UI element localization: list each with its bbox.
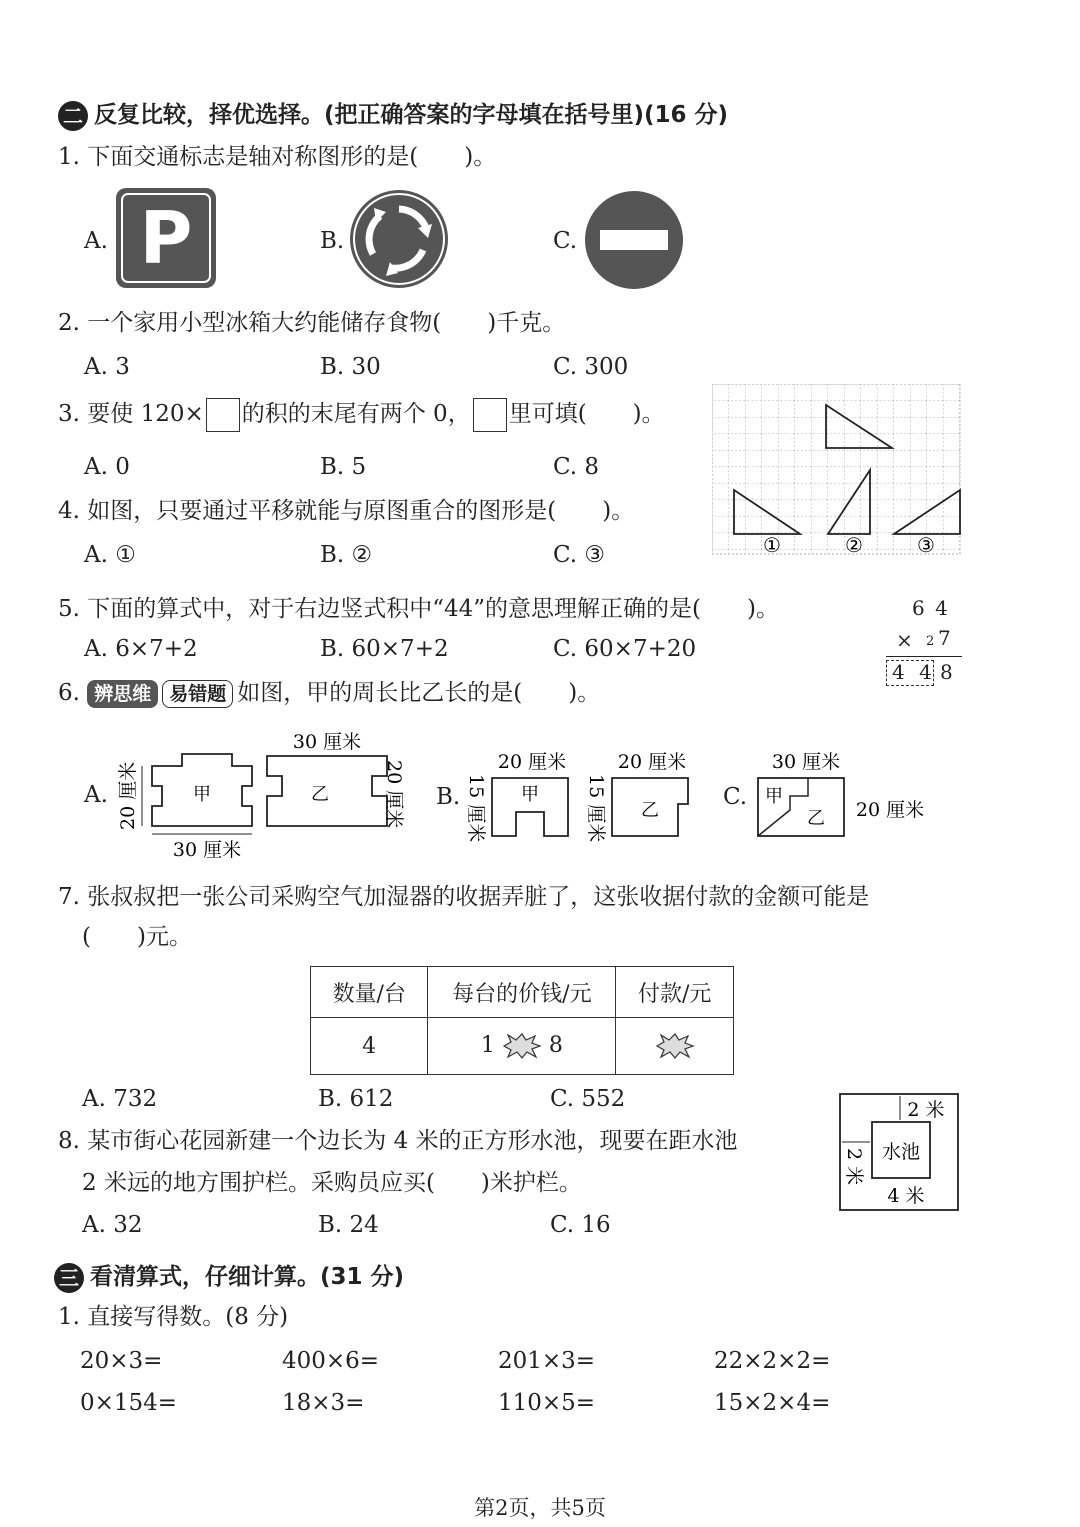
label-30cm-bottom: 30 厘米 [172,839,242,861]
answer-box [473,398,507,432]
answer-box [206,398,240,432]
shape-yi-c: 乙 [807,808,825,829]
label-20cm-b1: 20 厘米 [497,751,567,773]
q3-option-c: C. 8 [553,454,600,480]
receipt-table [310,966,734,1075]
label-4m: 4 米 [887,1185,925,1207]
no-entry-sign-icon [584,190,684,290]
q4-option-c: C. ③ [553,542,606,568]
error-prone-tag: 易错题 [162,680,233,708]
q6-option-c: C. [723,784,748,810]
section-number: 二 [58,101,88,131]
question-6 [58,678,600,708]
q8-option-a: A. 32 [82,1212,143,1238]
calc-item: 18×3= [282,1390,365,1416]
q2-option-c: C. 300 [553,354,629,380]
label-30cm-c: 30 厘米 [771,751,841,773]
parking-sign-icon [116,188,216,288]
section-2-header [58,96,728,131]
question-4: 4. 如图，只要通过平移就能与原图重合的图形是( )。 [58,498,635,524]
carry-digit: 2 [926,634,935,649]
shape-yi: 乙 [311,784,329,805]
question-2: 2. 一个家用小型冰箱大约能储存食物( )千克。 [58,310,566,336]
q2-option-b: B. 30 [320,354,381,380]
shape-jia-b: 甲 [521,784,539,805]
label-2m-top: 2 米 [907,1099,945,1121]
figure-label-2: ② [845,533,863,556]
q8-option-b: B. 24 [318,1212,379,1238]
shape-yi-b: 乙 [641,800,659,821]
question-8-line2: 2 米远的地方围护栏。采购员应买( )米护栏。 [82,1170,582,1196]
figure-label-3: ③ [917,533,935,556]
label-2m-left: 2 米 [843,1148,865,1186]
table-cell [428,1018,616,1075]
section-3-header [54,1258,404,1293]
section-title: 看清算式，仔细计算。(31 分) [90,1264,405,1290]
q5-option-a: A. 6×7+2 [84,636,198,662]
q7-option-b: B. 612 [318,1086,394,1112]
translation-grid-figure [712,384,962,556]
calc-item: 15×2×4= [714,1390,831,1416]
table-header: 付款/元 [616,967,734,1018]
multiplier: 7 [938,626,951,650]
question-3 [58,398,665,432]
thinking-tag: 辨思维 [87,680,158,708]
smudge-icon [655,1033,695,1059]
q1-option-b: B. [320,228,345,254]
question-7: 7. 张叔叔把一张公司采购空气加湿器的收据弄脏了，这张收据付款的金额可能是 [58,884,870,910]
page-footer: 第2页，共5页 [474,1496,606,1520]
smudge-icon [502,1033,542,1059]
q2-option-a: A. 3 [84,354,130,380]
label-15cm-b1: 15 厘米 [465,774,487,843]
q3-option-b: B. 5 [320,454,367,480]
pool-label: 水池 [881,1141,921,1163]
q5-option-c: C. 60×7+20 [553,636,697,662]
section-title: 反复比较，择优选择。(把正确答案的字母填在括号里)(16 分) [94,102,729,128]
label-20cm-left: 20 厘米 [117,761,139,830]
roundabout-sign-icon [348,188,450,290]
calc-item: 0×154= [80,1390,178,1416]
label-30cm-top: 30 厘米 [292,731,362,753]
q5-option-b: B. 60×7+2 [320,636,449,662]
q3-option-a: A. 0 [84,454,130,480]
q6-text: 如图，甲的周长比乙长的是( )。 [237,680,601,706]
q3-part3: 里可填( )。 [508,401,665,427]
calc-item: 400×6= [282,1348,380,1374]
question-8: 8. 某市街心花园新建一个边长为 4 米的正方形水池，现要在距水池 [58,1128,738,1154]
shape-jia-c: 甲 [765,786,783,807]
q6-number: 6. [58,680,80,706]
price-digit-1: 1 [480,1033,495,1058]
section-number: 三 [54,1263,84,1293]
q4-option-a: A. ① [84,542,136,568]
label-20cm-b2: 20 厘米 [617,751,687,773]
label-15cm-b2: 15 厘米 [585,774,607,843]
q4-option-b: B. ② [320,542,373,568]
calc-item: 22×2×2= [714,1348,831,1374]
product-last-digit: 8 [940,660,953,684]
times-sign: × [896,628,913,652]
calc-item: 201×3= [498,1348,596,1374]
question-1: 1. 下面交通标志是轴对称图形的是( )。 [58,144,497,170]
figure-label-1: ① [763,533,781,556]
label-20cm-right: 20 厘米 [383,760,405,829]
q1-option-a: A. [84,228,108,254]
partial-44: 4 4 [892,660,936,684]
question-5: 5. 下面的算式中，对于右边竖式积中“44”的意思理解正确的是( )。 [58,596,779,622]
shape-jia: 甲 [193,784,211,805]
question-7-line2: ( )元。 [82,924,192,950]
label-20cm-c: 20 厘米 [855,799,925,821]
q6-option-a: A. [84,782,108,808]
multiplicand: 6 4 [912,596,950,620]
q7-option-c: C. 552 [550,1086,626,1112]
parking-letter: P [139,196,193,280]
table-cell [616,1018,734,1075]
q8-option-c: C. 16 [550,1212,611,1238]
table-cell: 4 [311,1018,428,1075]
q7-option-a: A. 732 [82,1086,158,1112]
table-header: 每台的价钱/元 [428,967,616,1018]
pool-figure [836,1090,962,1214]
q6-figure-a [112,726,422,866]
calc-item: 110×5= [498,1390,596,1416]
q6-figure-b [460,744,710,844]
q6-option-b: B. [436,784,461,810]
q3-part2: 的积的末尾有两个 0， [241,401,471,427]
price-digit-3: 8 [548,1033,563,1058]
q1-option-c: C. [553,228,578,254]
calc-title: 1. 直接写得数。(8 分) [58,1304,289,1330]
vertical-multiplication [880,596,964,688]
table-header: 数量/台 [311,967,428,1018]
q6-figure-c [750,744,940,844]
calc-item: 20×3= [80,1348,163,1374]
q3-part1: 3. 要使 120× [58,401,204,427]
